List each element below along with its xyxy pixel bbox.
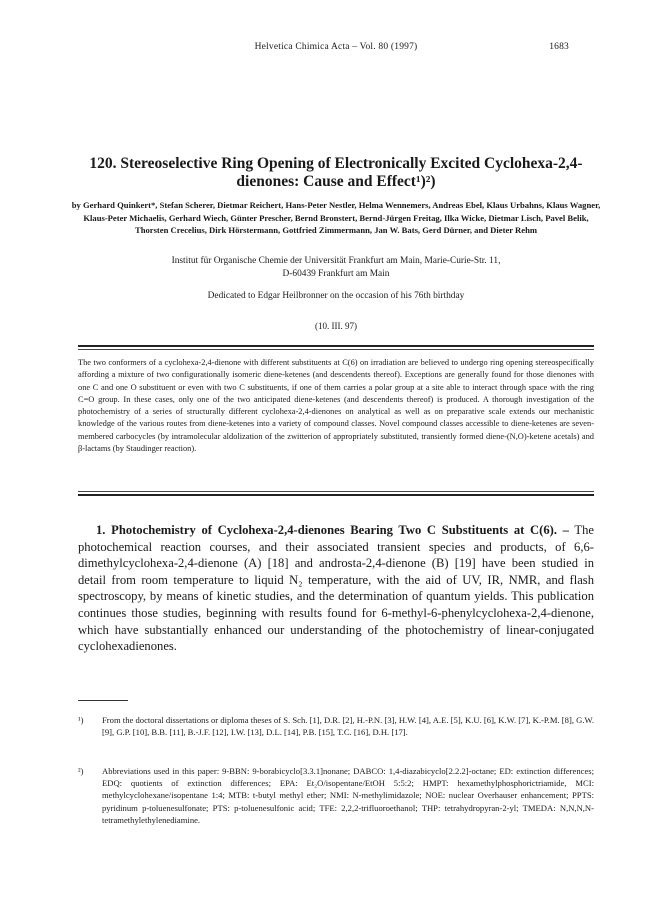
abstract-bottom-rule-thin <box>78 491 594 492</box>
footnote-marker: ¹) <box>78 715 84 725</box>
abstract-top-rule <box>78 345 594 347</box>
abstract-top-rule-thin <box>78 349 594 350</box>
footnote-text: Abbreviations used in this paper: 9-BBN: 9-borabicyclo[3.3.1]nonane; DABCO: 1,4-diazabicyclo[2.2.2]-octane; ED: extinction differences; EDQ: quotients of extinction differences; EPA: Et₂O/isopentane/EtOH 5:5:2; HMPT: hexamethylphosphorictriamide, MCI: methylcyclohexane/isopentane 1:4; MTB: t-butyl methyl ether; NMI: N-methylimidazole; NOE: nuclear Overhauser enhancement; PPTS: pyridinum p-toluenesulfonate; PTS: p-toluenesulfonic acid; TFE: 2,2,2-trifluoroethanol; THP: tetrahydropyran-2-yl; TMEDA: N,N,N,N-tetramethylethylenediamine. <box>102 766 594 825</box>
article-title: 120. Stereoselective Ring Opening of Electronically Excited Cyclohexa-2,4-dienones: Cause and Effect¹)²) <box>89 155 583 190</box>
footnote-2 <box>78 765 594 826</box>
page-number: 1683 <box>549 42 569 52</box>
footnote-rule <box>78 700 128 701</box>
journal-title: Helvetica Chimica Acta – Vol. 80 (1997) <box>254 42 418 52</box>
section-heading: 1. Photochemistry of Cyclohexa-2,4-dienones Bearing Two C Substituents at C(6). – <box>96 523 569 537</box>
abstract: The two conformers of a cyclohexa-2,4-dienone with different substituents at C(6) on irradiation are believed to undergo ring opening stereospecifically affording a mixture of two configurationally isomeric diene-ketenes (and descendents thereof). Exceptions are generally found for those dienones with one C and one O substituent or even with two C substituents, if one of them carries a polar group at a site able to interact through space with the ring C=O group. In these cases, only one of the two anticipated diene-ketenes (and descendents thereof) is produced. A thorough investigation of the photochemistry of a series of structurally different cyclohexa-2,4-dienones on analytical as well as on preparative scale extends our mechanistic knowledge of the various routes from diene-ketenes into a variety of compound classes. Novel compound classes accessible to diene-ketenes are seven-membered carbocycles (by intramolecular aldolization of the zwitterion of appropriately substituted, transiently formed diene-(N,O)-ketene acetals) and β-lactams (by Staudinger reaction). <box>78 358 594 454</box>
author-list: by Gerhard Quinkert*, Stefan Scherer, Dietmar Reichert, Hans-Peter Nestler, Helma Wennemers, Andreas Ebel, Klaus Urbahns, Klaus Wagner, Klaus-Peter Michaelis, Gerhard Wiech, Günter Prescher, Bernd Bronstert, Bernd-Jürgen Freitag, Ilka Wicke, Dietmar Lisch, Pavel Belik, Thorsten Crecelius, Dirk Hörstermann, Gottfried Zimmermann, Jan W. Bats, Gerd Dürner, and Dieter Rehm <box>71 200 601 235</box>
section-paragraph <box>78 522 594 655</box>
section-text: The photochemical reaction courses, and their associated transient species and products, of 6,6-dimethylcyclohexa-2,4-dienone (A) [18] and androsta-2,4-dienone (B) [19] have been studied in detail from room temperature to liquid N₂ temperature, with the aid of UV, IR, NMR, and flash spectroscopy, by means of kinetic studies, and the determination of quantum yields. This publication continues those studies, beginning with results found for 6-methyl-6-phenylcyclohexa-2,4-dienone, which have substantially enhanced our understanding of the photochemistry of linear-conjugated cyclohexadienones. <box>78 523 594 654</box>
affiliation-line: Institut für Organische Chemie der Universität Frankfurt am Main, Marie-Curie-Str. 11, <box>171 256 501 266</box>
footnote-marker: ²) <box>78 766 84 776</box>
affiliation <box>70 255 602 281</box>
footnote-1 <box>78 714 594 738</box>
section-body <box>78 522 594 655</box>
footnote-text: From the doctoral dissertations or diploma theses of S. Sch. [1], D.R. [2], H.-P.N. [3], H.W. [4], A.E. [5], K.U. [6], K.W. [7], K.-P.M. [8], G.W. [9], G.P. [10], B.B. [11], B.-J.F. [12], I.W. [13], D.L. [14], P.B. [15], T.C. [16], D.H. [17]. <box>102 715 594 738</box>
abstract-bottom-rule <box>78 494 594 496</box>
dedication: Dedicated to Edgar Heilbronner on the occasion of his 76th birthday <box>207 291 465 301</box>
affiliation-line: D-60439 Frankfurt am Main <box>282 269 390 279</box>
received-date: (10. III. 97) <box>315 321 357 331</box>
